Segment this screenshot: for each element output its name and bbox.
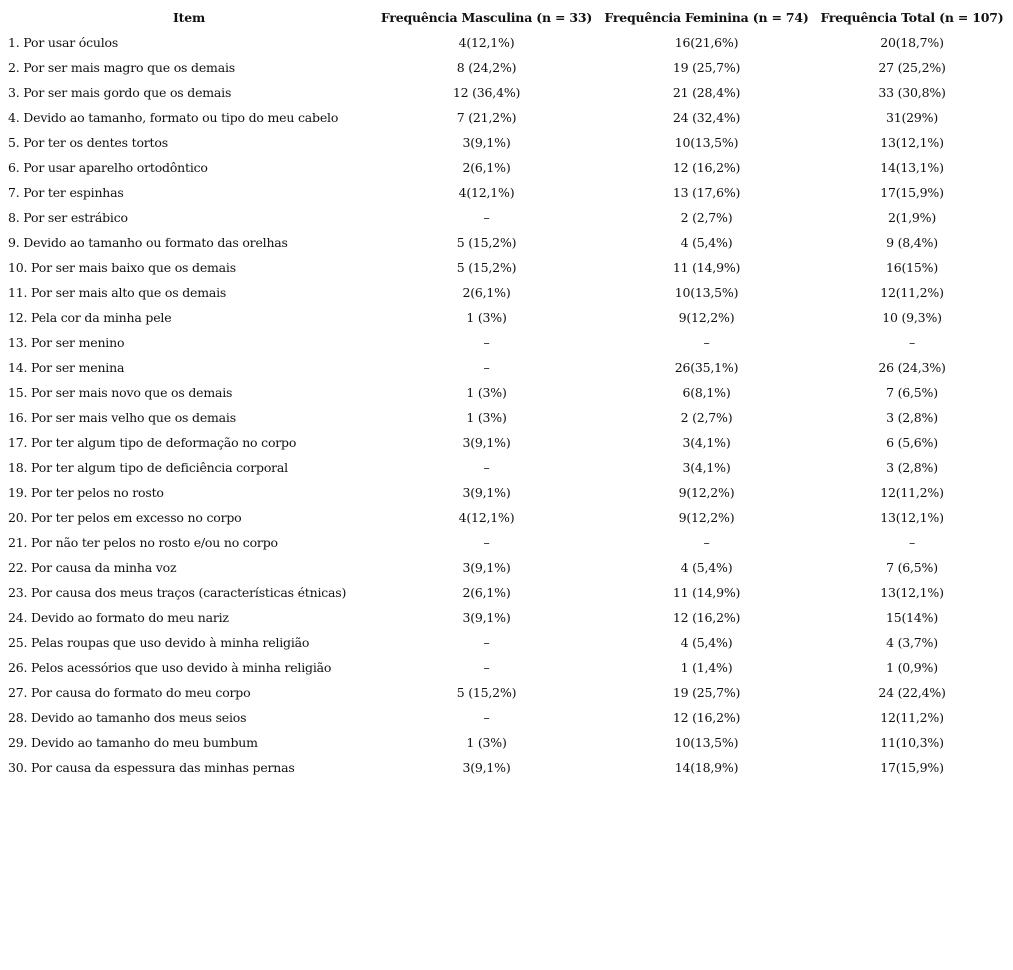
female-frequency-cell: 1 (1,4%) [680, 660, 733, 675]
item-label: 28. Devido ao tamanho dos meus seios [8, 710, 247, 725]
female-frequency-cell: 6(8,1%) [682, 385, 731, 400]
header-row [4, 5, 1010, 30]
table-row [4, 230, 1010, 255]
item-label: 18. Por ter algum tipo de deficiência corporal [8, 460, 288, 475]
item-label: 13. Por ser menino [8, 335, 125, 350]
item-label: 20. Por ter pelos em excesso no corpo [8, 510, 242, 525]
male-frequency-cell: 4(12,1%) [458, 510, 515, 525]
header-female-frequency: Frequência Feminina (n = 74) [604, 10, 809, 25]
item-label: 8. Por ser estrábico [8, 210, 128, 225]
male-frequency-cell: – [483, 710, 490, 725]
table-row [4, 330, 1010, 355]
total-frequency-cell: 16(15%) [885, 260, 939, 275]
total-frequency-cell: 15(14%) [885, 610, 939, 625]
male-frequency-cell: 3(9,1%) [462, 135, 511, 150]
total-frequency-cell: 3 (2,8%) [886, 460, 938, 475]
table-row [4, 205, 1010, 230]
total-frequency-cell: – [908, 335, 916, 350]
total-frequency-cell: 12(11,2%) [880, 285, 944, 300]
item-label: 15. Por ser mais novo que os demais [8, 385, 233, 400]
table-row [4, 30, 1010, 55]
table-row [4, 305, 1010, 330]
total-frequency-cell: 13(12,1%) [880, 510, 944, 525]
male-frequency-cell: – [483, 210, 490, 225]
total-frequency-cell: 11(10,3%) [880, 735, 944, 750]
female-frequency-cell: 10(13,5%) [674, 135, 739, 150]
total-frequency-cell: 24 (22,4%) [878, 685, 946, 700]
female-frequency-cell: 10(13,5%) [674, 735, 739, 750]
table-row [4, 280, 1010, 305]
female-frequency-cell: 24 (32,4%) [672, 110, 741, 125]
male-frequency-cell: 1 (3%) [466, 310, 507, 325]
female-frequency-cell: 12 (16,2%) [672, 160, 741, 175]
female-frequency-cell: 9(12,2%) [678, 510, 735, 525]
table-row [4, 705, 1010, 730]
item-label: 24. Devido ao formato do meu nariz [8, 610, 229, 625]
table-row [4, 130, 1010, 155]
female-frequency-cell: 4 (5,4%) [680, 635, 733, 650]
header-item: Item [172, 10, 205, 25]
female-frequency-cell: 14(18,9%) [674, 760, 739, 775]
table-row [4, 255, 1010, 280]
table-row [4, 505, 1010, 530]
item-label: 16. Por ser mais velho que os demais [8, 410, 236, 425]
male-frequency-cell: – [483, 635, 490, 650]
table-row [4, 580, 1010, 605]
male-frequency-cell: 3(9,1%) [462, 760, 511, 775]
male-frequency-cell: 8 (24,2%) [456, 60, 517, 75]
total-frequency-cell: 27 (25,2%) [878, 60, 946, 75]
item-label: 23. Por causa dos meus traços (características étnicas) [8, 585, 347, 600]
table-body [4, 30, 1010, 780]
item-label: 14. Por ser menina [8, 360, 125, 375]
item-label: 19. Por ter pelos no rosto [8, 485, 164, 500]
female-frequency-cell: – [703, 335, 710, 350]
male-frequency-cell: – [483, 660, 490, 675]
male-frequency-cell: – [483, 535, 490, 550]
item-label: 5. Por ter os dentes tortos [8, 135, 168, 150]
item-label: 21. Por não ter pelos no rosto e/ou no corpo [8, 535, 278, 550]
table-row [4, 605, 1010, 630]
total-frequency-cell: 26 (24,3%) [878, 360, 946, 375]
item-label: 17. Por ter algum tipo de deformação no corpo [8, 435, 297, 450]
male-frequency-cell: 4(12,1%) [458, 185, 515, 200]
table-row [4, 430, 1010, 455]
female-frequency-cell: 2 (2,7%) [680, 210, 733, 225]
table-row [4, 680, 1010, 705]
female-frequency-cell: 9(12,2%) [678, 310, 735, 325]
item-label: 25. Pelas roupas que uso devido à minha religião [8, 635, 310, 650]
item-label: 26. Pelos acessórios que uso devido à minha religião [8, 660, 332, 675]
item-label: 11. Por ser mais alto que os demais [8, 285, 227, 300]
total-frequency-cell: 20(18,7%) [880, 35, 944, 50]
total-frequency-cell: 17(15,9%) [880, 185, 944, 200]
table-row [4, 755, 1010, 780]
male-frequency-cell: 2(6,1%) [462, 285, 511, 300]
item-label: 2. Por ser mais magro que os demais [8, 60, 235, 75]
table-row [4, 80, 1010, 105]
item-label: 6. Por usar aparelho ortodôntico [8, 160, 208, 175]
female-frequency-cell: 12 (16,2%) [672, 710, 741, 725]
total-frequency-cell: 14(13,1%) [880, 160, 944, 175]
male-frequency-cell: 3(9,1%) [462, 560, 511, 575]
table-row [4, 380, 1010, 405]
female-frequency-cell: 12 (16,2%) [672, 610, 741, 625]
total-frequency-cell: 4 (3,7%) [886, 635, 938, 650]
male-frequency-cell: 7 (21,2%) [456, 110, 517, 125]
female-frequency-cell: 3(4,1%) [682, 460, 731, 475]
total-frequency-cell: 6 (5,6%) [886, 435, 938, 450]
item-label: 22. Por causa da minha voz [8, 560, 177, 575]
male-frequency-cell: 3(9,1%) [462, 485, 511, 500]
female-frequency-cell: 9(12,2%) [678, 485, 735, 500]
item-label: 1. Por usar óculos [8, 35, 119, 50]
female-frequency-cell: 21 (28,4%) [672, 85, 741, 100]
table-row [4, 105, 1010, 130]
total-frequency-cell: 9 (8,4%) [886, 235, 938, 250]
male-frequency-cell: 3(9,1%) [462, 435, 511, 450]
male-frequency-cell: 4(12,1%) [458, 35, 515, 50]
female-frequency-cell: 13 (17,6%) [672, 185, 741, 200]
total-frequency-cell: 13(12,1%) [880, 585, 944, 600]
male-frequency-cell: – [483, 335, 490, 350]
total-frequency-cell: 13(12,1%) [880, 135, 944, 150]
total-frequency-cell: 2(1,9%) [887, 210, 937, 225]
male-frequency-cell: 1 (3%) [466, 735, 507, 750]
female-frequency-cell: 11 (14,9%) [672, 260, 741, 275]
female-frequency-cell: 3(4,1%) [682, 435, 731, 450]
item-label: 9. Devido ao tamanho ou formato das orelhas [8, 235, 288, 250]
table-row [4, 155, 1010, 180]
header-total-frequency: Frequência Total (n = 107) [820, 10, 1004, 25]
table-row [4, 355, 1010, 380]
table-row [4, 530, 1010, 555]
total-frequency-cell: 12(11,2%) [880, 710, 944, 725]
item-label: 7. Por ter espinhas [8, 185, 124, 200]
female-frequency-cell: 10(13,5%) [674, 285, 739, 300]
total-frequency-cell: 33 (30,8%) [878, 85, 946, 100]
female-frequency-cell: 2 (2,7%) [680, 410, 733, 425]
item-label: 12. Pela cor da minha pele [8, 310, 172, 325]
item-label: 29. Devido ao tamanho do meu bumbum [8, 735, 258, 750]
frequency-table [4, 5, 1010, 780]
table-header [4, 5, 1010, 30]
male-frequency-cell: 5 (15,2%) [456, 260, 517, 275]
table-row [4, 55, 1010, 80]
male-frequency-cell: 1 (3%) [466, 410, 507, 425]
male-frequency-cell: 2(6,1%) [462, 160, 511, 175]
table-row [4, 655, 1010, 680]
female-frequency-cell: 16(21,6%) [674, 35, 739, 50]
table-row [4, 405, 1010, 430]
table-row [4, 455, 1010, 480]
male-frequency-cell: 5 (15,2%) [456, 685, 517, 700]
male-frequency-cell: 5 (15,2%) [456, 235, 517, 250]
total-frequency-cell: 31(29%) [885, 110, 939, 125]
male-frequency-cell: 12 (36,4%) [452, 85, 521, 100]
female-frequency-cell: 4 (5,4%) [680, 560, 733, 575]
female-frequency-cell: 19 (25,7%) [672, 685, 741, 700]
table-row [4, 730, 1010, 755]
male-frequency-cell: 3(9,1%) [462, 610, 511, 625]
female-frequency-cell: 4 (5,4%) [680, 235, 733, 250]
female-frequency-cell: 26(35,1%) [674, 360, 739, 375]
total-frequency-cell: 7 (6,5%) [886, 560, 938, 575]
total-frequency-cell: 1 (0,9%) [886, 660, 938, 675]
item-label: 27. Por causa do formato do meu corpo [8, 685, 251, 700]
item-label: 30. Por causa da espessura das minhas pernas [8, 760, 295, 775]
total-frequency-cell: 17(15,9%) [880, 760, 944, 775]
table-row [4, 180, 1010, 205]
total-frequency-cell: 7 (6,5%) [886, 385, 938, 400]
header-male-frequency: Frequência Masculina (n = 33) [380, 10, 593, 25]
table-row [4, 555, 1010, 580]
item-label: 3. Por ser mais gordo que os demais [8, 85, 232, 100]
female-frequency-cell: – [703, 535, 710, 550]
table-row [4, 630, 1010, 655]
total-frequency-cell: – [908, 535, 916, 550]
total-frequency-cell: 3 (2,8%) [886, 410, 938, 425]
item-label: 4. Devido ao tamanho, formato ou tipo do meu cabelo [8, 110, 339, 125]
male-frequency-cell: 1 (3%) [466, 385, 507, 400]
total-frequency-cell: 12(11,2%) [880, 485, 944, 500]
female-frequency-cell: 19 (25,7%) [672, 60, 741, 75]
male-frequency-cell: – [483, 460, 490, 475]
total-frequency-cell: 10 (9,3%) [882, 310, 942, 325]
male-frequency-cell: – [483, 360, 490, 375]
female-frequency-cell: 11 (14,9%) [672, 585, 741, 600]
table-row [4, 480, 1010, 505]
item-label: 10. Por ser mais baixo que os demais [8, 260, 236, 275]
male-frequency-cell: 2(6,1%) [462, 585, 511, 600]
